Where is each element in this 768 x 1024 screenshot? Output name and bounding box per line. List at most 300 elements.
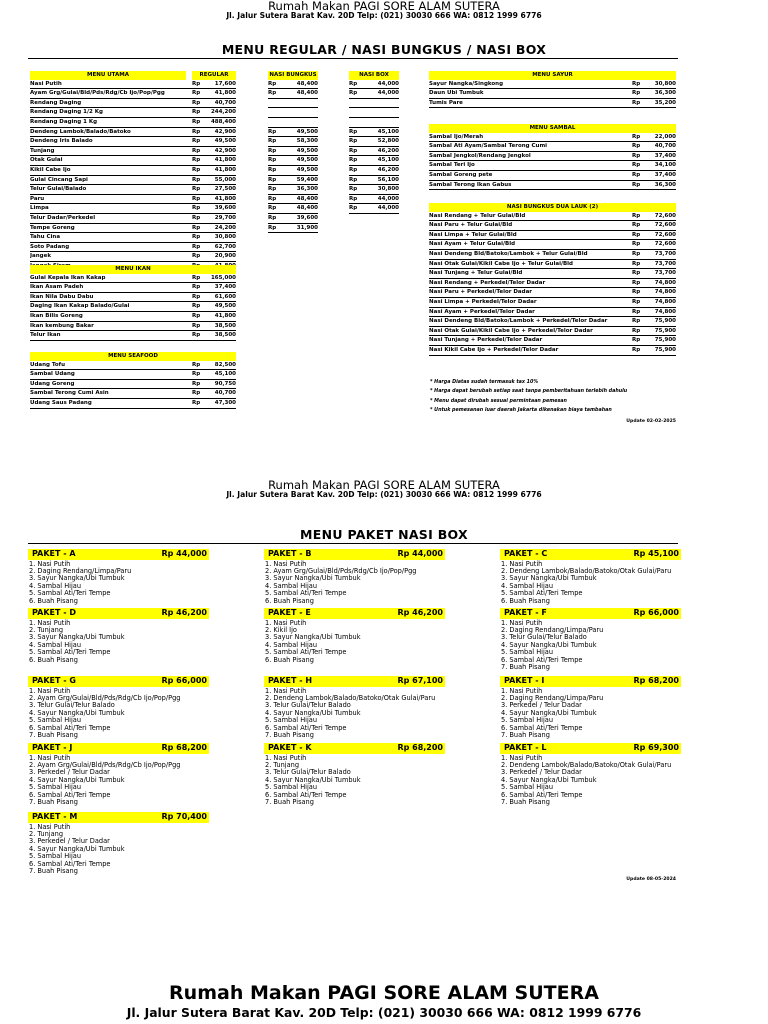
currency-label: Rp xyxy=(632,260,641,267)
currency-label xyxy=(268,108,288,117)
paket-item: 4. Sayur Nangka/Ubi Tumbuk xyxy=(265,775,361,784)
paket-item: 3. Telur Gulai/Telur Balado xyxy=(265,701,351,710)
item-price: 55,000 xyxy=(214,176,236,183)
item-price xyxy=(369,108,399,117)
currency-label: Rp xyxy=(349,138,358,145)
item-name: Dendeng Iris Balado xyxy=(30,138,93,145)
nasi-box-table xyxy=(349,71,399,214)
paket-item: 2. Tunjang xyxy=(29,829,64,838)
price-row xyxy=(349,118,399,128)
price-row xyxy=(30,224,236,234)
currency-label: Rp xyxy=(192,109,201,116)
price-row xyxy=(30,399,236,409)
menu-seafood-table xyxy=(30,352,236,409)
item-name: Udang Tofu xyxy=(30,361,65,368)
paket-item: 2. Daging Rendang/Limpa/Paru xyxy=(29,566,132,575)
item-price: 48,400 xyxy=(296,195,318,202)
paket-item: 3. Telur Gulai/Telur Balado xyxy=(29,701,115,710)
currency-label: Rp xyxy=(632,222,641,229)
paket-item: 5. Sambal Hijau xyxy=(265,716,318,725)
item-name: Dendeng Lambok/Balado/Batoko xyxy=(30,128,131,135)
currency-label: Rp xyxy=(349,147,358,154)
price-row xyxy=(30,176,236,186)
paket-price: Rp 46,200 xyxy=(397,608,443,617)
price-row xyxy=(349,99,399,109)
price-row xyxy=(30,156,236,166)
price-row xyxy=(30,166,236,176)
currency-label: Rp xyxy=(192,234,201,241)
price-row xyxy=(30,380,236,390)
price-row xyxy=(268,128,318,138)
item-price: 41,800 xyxy=(214,90,236,97)
paket-item: 1. Nasi Putih xyxy=(29,559,71,568)
paket-item: 6. Buah Pisang xyxy=(29,596,78,605)
paket-price: Rp 68,200 xyxy=(161,743,207,752)
paket-item: 3. Perkedel / Telur Dadar xyxy=(29,837,110,846)
currency-label: Rp xyxy=(268,166,277,173)
paket-item: 5. Sambal Ati/Teri Tempe xyxy=(265,589,347,598)
paket-item: 6. Sambal Ati/Teri Tempe xyxy=(29,723,111,732)
price-row xyxy=(30,80,236,90)
price-row xyxy=(349,166,399,176)
paket-item: 5. Sambal Hijau xyxy=(501,783,554,792)
price-row xyxy=(429,327,676,337)
item-name: Udang Goreng xyxy=(30,380,75,387)
price-row xyxy=(429,250,676,260)
item-price: 49,500 xyxy=(214,138,236,145)
price-row xyxy=(429,133,676,143)
paket-item: 6. Buah Pisang xyxy=(29,655,78,664)
item-price: 22,000 xyxy=(654,133,676,140)
dua-lauk-header: NASI BUNGKUS DUA LAUK (2) xyxy=(429,203,676,212)
item-price: 48,400 xyxy=(296,80,318,87)
item-price: 58,300 xyxy=(296,138,318,145)
paket-item: 6. Sambal Ati/Teri Tempe xyxy=(265,790,347,799)
price-row xyxy=(30,233,236,243)
currency-label: Rp xyxy=(192,205,201,212)
price-row xyxy=(349,195,399,205)
paket-item: 5. Sambal Hijau xyxy=(501,648,554,657)
currency-label: Rp xyxy=(268,157,277,164)
item-price: 38,500 xyxy=(214,322,236,329)
menu-paket-title: MENU PAKET NASI BOX xyxy=(300,527,468,542)
paket-item: 2. Ayam Grg/Gulai/Bld/Pds/Rdg/Cb Ijo/Pop/Pgg xyxy=(265,566,417,575)
paket-card xyxy=(500,743,681,807)
paket-card xyxy=(264,608,445,664)
menu-sambal-table xyxy=(429,124,676,190)
price-row xyxy=(30,293,236,303)
paket-item: 2. Dendeng Lambok/Balado/Batoko/Otak Gulai/Paru xyxy=(265,693,436,702)
currency-label: Rp xyxy=(192,312,201,319)
price-row xyxy=(429,152,676,162)
item-name: Udang Saus Padang xyxy=(30,399,92,406)
paket-item: 5. Sambal Hijau xyxy=(265,783,318,792)
paket-price: Rp 70,400 xyxy=(161,812,207,821)
price-row xyxy=(429,142,676,152)
currency-label: Rp xyxy=(632,162,641,169)
currency-label xyxy=(349,118,369,127)
item-price: 49,500 xyxy=(296,157,318,164)
price-row xyxy=(268,214,318,224)
currency-label: Rp xyxy=(268,147,277,154)
item-name: Sambal Udang xyxy=(30,371,75,378)
price-row xyxy=(30,361,236,371)
price-row xyxy=(268,204,318,214)
currency-label: Rp xyxy=(632,337,641,344)
price-row xyxy=(349,185,399,195)
item-price: 41,800 xyxy=(214,312,236,319)
item-name: Rendang Daging 1/2 Kg xyxy=(30,109,103,116)
item-price: 90,750 xyxy=(214,380,236,387)
paket-item: 3. Sayur Nangka/Ubi Tumbuk xyxy=(265,574,361,583)
currency-label: Rp xyxy=(192,214,201,221)
nasi-box-header: NASI BOX xyxy=(349,71,399,80)
paket-item: 5. Sambal Ati/Teri Tempe xyxy=(29,589,111,598)
price-row xyxy=(268,118,318,128)
paket-card xyxy=(500,676,681,740)
item-name: Nasi Paru + Perkedel/Telor Dadar xyxy=(429,289,533,296)
item-price: 45,100 xyxy=(377,157,399,164)
paket-item: 7. Buah Pisang xyxy=(501,663,550,672)
price-row xyxy=(268,99,318,109)
price-row xyxy=(30,204,236,214)
paket-item: 7. Buah Pisang xyxy=(265,798,314,807)
price-row xyxy=(429,99,676,109)
paket-name: PAKET - B xyxy=(268,549,312,558)
item-name: Nasi Rendang + Perkedel/Telor Dadar xyxy=(429,279,546,286)
item-name: Rendang Daging xyxy=(30,99,82,106)
item-price: 41,800 xyxy=(214,166,236,173)
item-price xyxy=(369,99,399,108)
item-name: Nasi Kikil Cabe Ijo + Perkedel/Telor Dadar xyxy=(429,346,559,353)
price-row xyxy=(30,274,236,284)
currency-label: Rp xyxy=(268,214,277,221)
paket-item: 4. Sambal Hijau xyxy=(29,581,82,590)
currency-label: Rp xyxy=(192,157,201,164)
price-row xyxy=(349,108,399,118)
update-date-1: Update 02-02-2025 xyxy=(626,419,676,424)
item-price: 34,100 xyxy=(654,162,676,169)
update-date-2: Update 08-05-2024 xyxy=(626,877,676,882)
paket-header xyxy=(28,743,209,754)
item-price: 44,000 xyxy=(377,90,399,97)
item-price: 37,400 xyxy=(654,171,676,178)
item-name: Telur Ikan xyxy=(30,332,61,339)
currency-label: Rp xyxy=(192,243,201,250)
currency-label: Rp xyxy=(632,318,641,325)
currency-label: Rp xyxy=(268,138,277,145)
paket-item: 7. Buah Pisang xyxy=(29,731,78,740)
nasi-bungkus-table xyxy=(268,71,318,233)
price-row xyxy=(349,204,399,214)
item-price: 56,100 xyxy=(377,176,399,183)
item-name: Tahu Cina xyxy=(30,234,61,241)
item-price xyxy=(288,118,318,127)
paket-item: 7. Buah Pisang xyxy=(501,798,550,807)
item-price: 47,300 xyxy=(214,399,236,406)
price-row xyxy=(30,283,236,293)
currency-label: Rp xyxy=(632,90,641,97)
currency-label: Rp xyxy=(349,90,358,97)
currency-label: Rp xyxy=(192,361,201,368)
currency-label: Rp xyxy=(632,279,641,286)
currency-label: Rp xyxy=(268,80,277,87)
price-row xyxy=(30,147,236,157)
note-item: * Menu dapat dirubah sesuai permintaan pemesan xyxy=(430,398,567,404)
paket-item: 2. Kikil Ijo xyxy=(265,625,297,634)
paket-item: 2. Tunjang xyxy=(29,625,64,634)
item-price: 39,600 xyxy=(214,205,236,212)
paket-item: 4. Sayur Nangka/Ubi Tumbuk xyxy=(29,708,125,717)
item-price: 165,000 xyxy=(210,274,236,281)
currency-label: Rp xyxy=(349,166,358,173)
paket-item: 1. Nasi Putih xyxy=(265,618,307,627)
paket-header xyxy=(28,676,209,687)
currency-label: Rp xyxy=(192,371,201,378)
paket-name: PAKET - C xyxy=(504,549,548,558)
paket-card xyxy=(28,676,209,740)
item-price: 40,700 xyxy=(214,390,236,397)
paket-item: 3. Perkedel / Telur Dadar xyxy=(29,768,110,777)
item-name: Nasi Limpa + Telur Gulai/Bld xyxy=(429,231,517,238)
currency-label: Rp xyxy=(192,166,201,173)
paket-item: 1. Nasi Putih xyxy=(29,686,71,695)
currency-label xyxy=(268,99,288,108)
price-row xyxy=(30,195,236,205)
paket-header xyxy=(500,743,681,754)
price-row xyxy=(30,118,236,128)
price-row xyxy=(268,156,318,166)
currency-label: Rp xyxy=(192,128,201,135)
item-price: 37,400 xyxy=(214,284,236,291)
paket-price: Rp 69,300 xyxy=(633,743,679,752)
paket-card xyxy=(264,676,445,740)
paket-item: 7. Buah Pisang xyxy=(29,798,78,807)
price-row xyxy=(349,89,399,99)
paket-item: 1. Nasi Putih xyxy=(501,559,543,568)
item-name: Nasi Ayam + Perkedel/Telor Dadar xyxy=(429,308,535,315)
paket-item: 6. Sambal Ati/Teri Tempe xyxy=(501,723,583,732)
paket-item: 5. Sambal Hijau xyxy=(29,852,82,861)
paket-item: 5. Sambal Ati/Teri Tempe xyxy=(265,648,347,657)
item-price: 72,600 xyxy=(654,222,676,229)
paket-price: Rp 46,200 xyxy=(161,608,207,617)
price-row xyxy=(30,302,236,312)
paket-item: 4. Sayur Nangka/Ubi Tumbuk xyxy=(501,708,597,717)
item-price: 49,500 xyxy=(214,303,236,310)
menu-ikan-header: MENU IKAN xyxy=(30,265,236,274)
menu-sayur-table xyxy=(429,71,676,108)
currency-label: Rp xyxy=(349,80,358,87)
item-price: 48,400 xyxy=(296,205,318,212)
item-name: Sambal Terong Cumi Asin xyxy=(30,390,109,397)
paket-item: 2. Ayam Grg/Gulai/Bld/Pds/Rdg/Cb Ijo/Pop/Pgg xyxy=(29,693,181,702)
paket-card xyxy=(264,549,445,605)
paket-header xyxy=(500,608,681,619)
paket-item: 2. Tunjang xyxy=(265,760,300,769)
item-price: 74,800 xyxy=(654,279,676,286)
paket-item: 4. Sayur Nangka/Ubi Tumbuk xyxy=(29,775,125,784)
currency-label: Rp xyxy=(349,157,358,164)
menu-regular-title: MENU REGULAR / NASI BUNGKUS / NASI BOX xyxy=(221,42,547,57)
paket-header xyxy=(264,549,445,560)
currency-label: Rp xyxy=(632,212,641,219)
item-name: Sambal Terong Ikan Gabus xyxy=(429,181,512,188)
paket-item: 3. Perkedel / Telur Dadar xyxy=(501,768,582,777)
paket-name: PAKET - G xyxy=(32,676,76,685)
item-price: 49,500 xyxy=(296,128,318,135)
paket-item: 3. Telur Gulai/Telur Balado xyxy=(265,768,351,777)
paket-item: 5. Sambal Hijau xyxy=(501,716,554,725)
price-row xyxy=(268,137,318,147)
price-row xyxy=(30,137,236,147)
paket-item: 6. Sambal Ati/Teri Tempe xyxy=(29,859,111,868)
currency-label: Rp xyxy=(192,147,201,154)
currency-label: Rp xyxy=(349,186,358,193)
item-price: 45,100 xyxy=(377,128,399,135)
currency-label: Rp xyxy=(632,80,641,87)
price-row xyxy=(429,89,676,99)
paket-item: 5. Sambal Ati/Teri Tempe xyxy=(29,648,111,657)
currency-label: Rp xyxy=(632,289,641,296)
currency-label: Rp xyxy=(192,332,201,339)
price-row xyxy=(30,214,236,224)
item-price: 41,800 xyxy=(214,195,236,202)
currency-label: Rp xyxy=(192,284,201,291)
paket-price: Rp 45,100 xyxy=(633,549,679,558)
currency-label: Rp xyxy=(268,186,277,193)
item-price: 36,300 xyxy=(654,181,676,188)
paket-price: Rp 44,000 xyxy=(161,549,207,558)
paket-item: 1. Nasi Putih xyxy=(29,753,71,762)
price-row xyxy=(268,185,318,195)
menu-seafood-header: MENU SEAFOOD xyxy=(30,352,236,361)
paket-item: 4. Sambal Hijau xyxy=(265,581,318,590)
item-price xyxy=(288,99,318,108)
item-price: 75,900 xyxy=(654,346,676,353)
menu-utama-header: MENU UTAMA xyxy=(30,71,186,80)
paket-name: PAKET - L xyxy=(504,743,547,752)
paket-price: Rp 67,100 xyxy=(397,676,443,685)
paket-item: 3. Sayur Nangka/Ubi Tumbuk xyxy=(29,633,125,642)
price-row xyxy=(268,80,318,90)
note-item: * Untuk pemesanan luar daerah Jakarta dikenakan biaya tambahan xyxy=(430,407,612,413)
paket-item: 7. Buah Pisang xyxy=(29,867,78,876)
price-row xyxy=(268,147,318,157)
item-price: 73,700 xyxy=(654,250,676,257)
currency-label: Rp xyxy=(192,303,201,310)
currency-label: Rp xyxy=(632,270,641,277)
item-name: Daun Ubi Tumbuk xyxy=(429,90,484,97)
item-price: 44,000 xyxy=(377,195,399,202)
paket-card xyxy=(500,549,681,605)
currency-label: Rp xyxy=(192,322,201,329)
item-name: Nasi Ayam + Telur Gulai/Bld xyxy=(429,241,516,248)
item-price: 41,800 xyxy=(214,157,236,164)
price-row xyxy=(268,195,318,205)
price-row xyxy=(429,212,676,222)
currency-label: Rp xyxy=(192,186,201,193)
currency-label xyxy=(268,118,288,127)
item-price: 30,800 xyxy=(377,186,399,193)
paket-item: 3. Sayur Nangka/Ubi Tumbuk xyxy=(265,633,361,642)
paket-item: 5. Sambal Hijau xyxy=(29,783,82,792)
item-name: Sambal Teri Ijo xyxy=(429,162,475,169)
paket-item: 5. Sambal Ati/Teri Tempe xyxy=(501,589,583,598)
item-price: 40,700 xyxy=(214,99,236,106)
item-price xyxy=(369,118,399,127)
paket-item: 2. Ayam Grg/Gulai/Bld/Pds/Rdg/Cb Ijo/Pop/Pgg xyxy=(29,760,181,769)
title-rule xyxy=(28,58,678,59)
currency-label: Rp xyxy=(268,195,277,202)
item-price: 62,700 xyxy=(214,243,236,250)
paket-item: 5. Sambal Hijau xyxy=(29,716,82,725)
paket-header xyxy=(500,676,681,687)
currency-label: Rp xyxy=(268,128,277,135)
item-name: Otak Gulai xyxy=(30,157,63,164)
item-price: 46,200 xyxy=(377,166,399,173)
item-name: Nasi Rendang + Telur Gulai/Bld xyxy=(429,212,526,219)
currency-label: Rp xyxy=(632,298,641,305)
price-row xyxy=(349,156,399,166)
item-price: 72,600 xyxy=(654,241,676,248)
item-price: 74,800 xyxy=(654,298,676,305)
item-name: Sambal Ati Ayam/Sambal Terong Cumi xyxy=(429,143,548,150)
price-row xyxy=(429,171,676,181)
currency-label: Rp xyxy=(192,390,201,397)
price-row xyxy=(429,298,676,308)
price-row xyxy=(268,176,318,186)
currency-label: Rp xyxy=(268,90,277,97)
currency-label: Rp xyxy=(268,176,277,183)
price-row xyxy=(349,147,399,157)
paket-header xyxy=(264,743,445,754)
paket-item: 6. Sambal Ati/Teri Tempe xyxy=(501,655,583,664)
footer-address: Jl. Jalur Sutera Barat Kav. 20D Telp: (021) 30030 666 WA: 0812 1999 6776 xyxy=(126,1005,642,1020)
price-row xyxy=(429,161,676,171)
footer-title: Rumah Makan PAGI SORE ALAM SUTERA xyxy=(169,982,599,1004)
item-name: Kikil Cabe Ijo xyxy=(30,166,71,173)
paket-item: 4. Sayur Nangka/Ubi Tumbuk xyxy=(501,640,597,649)
item-price: 75,900 xyxy=(654,318,676,325)
item-name: Ikan Nila Dabu Dabu xyxy=(30,293,94,300)
paket-name: PAKET - H xyxy=(268,676,313,685)
item-price: 244,200 xyxy=(210,109,236,116)
item-price: 42,900 xyxy=(214,147,236,154)
item-name: Ikan Bilis Goreng xyxy=(30,312,83,319)
price-row xyxy=(349,128,399,138)
currency-label: Rp xyxy=(349,128,358,135)
paket-header xyxy=(28,608,209,619)
currency-label: Rp xyxy=(632,181,641,188)
item-name: Nasi Otak Gulai/Kikil Cabe Ijo + Perkedel/Telor Dadar xyxy=(429,327,593,334)
item-price: 39,600 xyxy=(296,214,318,221)
item-name: Nasi Tunjang + Perkedel/Telor Dadar xyxy=(429,337,543,344)
item-name: Gulai Kepala Ikan Kakap xyxy=(30,274,106,281)
price-row xyxy=(268,108,318,118)
item-name: Ayam Grg/Gulai/Bld/Pds/Rdg/Cb Ijo/Pop/Pgg xyxy=(30,90,165,97)
price-row xyxy=(429,346,676,356)
currency-label xyxy=(349,99,369,108)
paket-item: 1. Nasi Putih xyxy=(265,753,307,762)
item-price: 35,200 xyxy=(654,99,676,106)
price-row xyxy=(349,80,399,90)
paket-item: 4. Sayur Nangka/Ubi Tumbuk xyxy=(501,775,597,784)
paket-name: PAKET - M xyxy=(32,812,78,821)
currency-label: Rp xyxy=(268,205,277,212)
item-name: Sayur Nangka/Singkong xyxy=(429,80,504,87)
price-row xyxy=(30,389,236,399)
